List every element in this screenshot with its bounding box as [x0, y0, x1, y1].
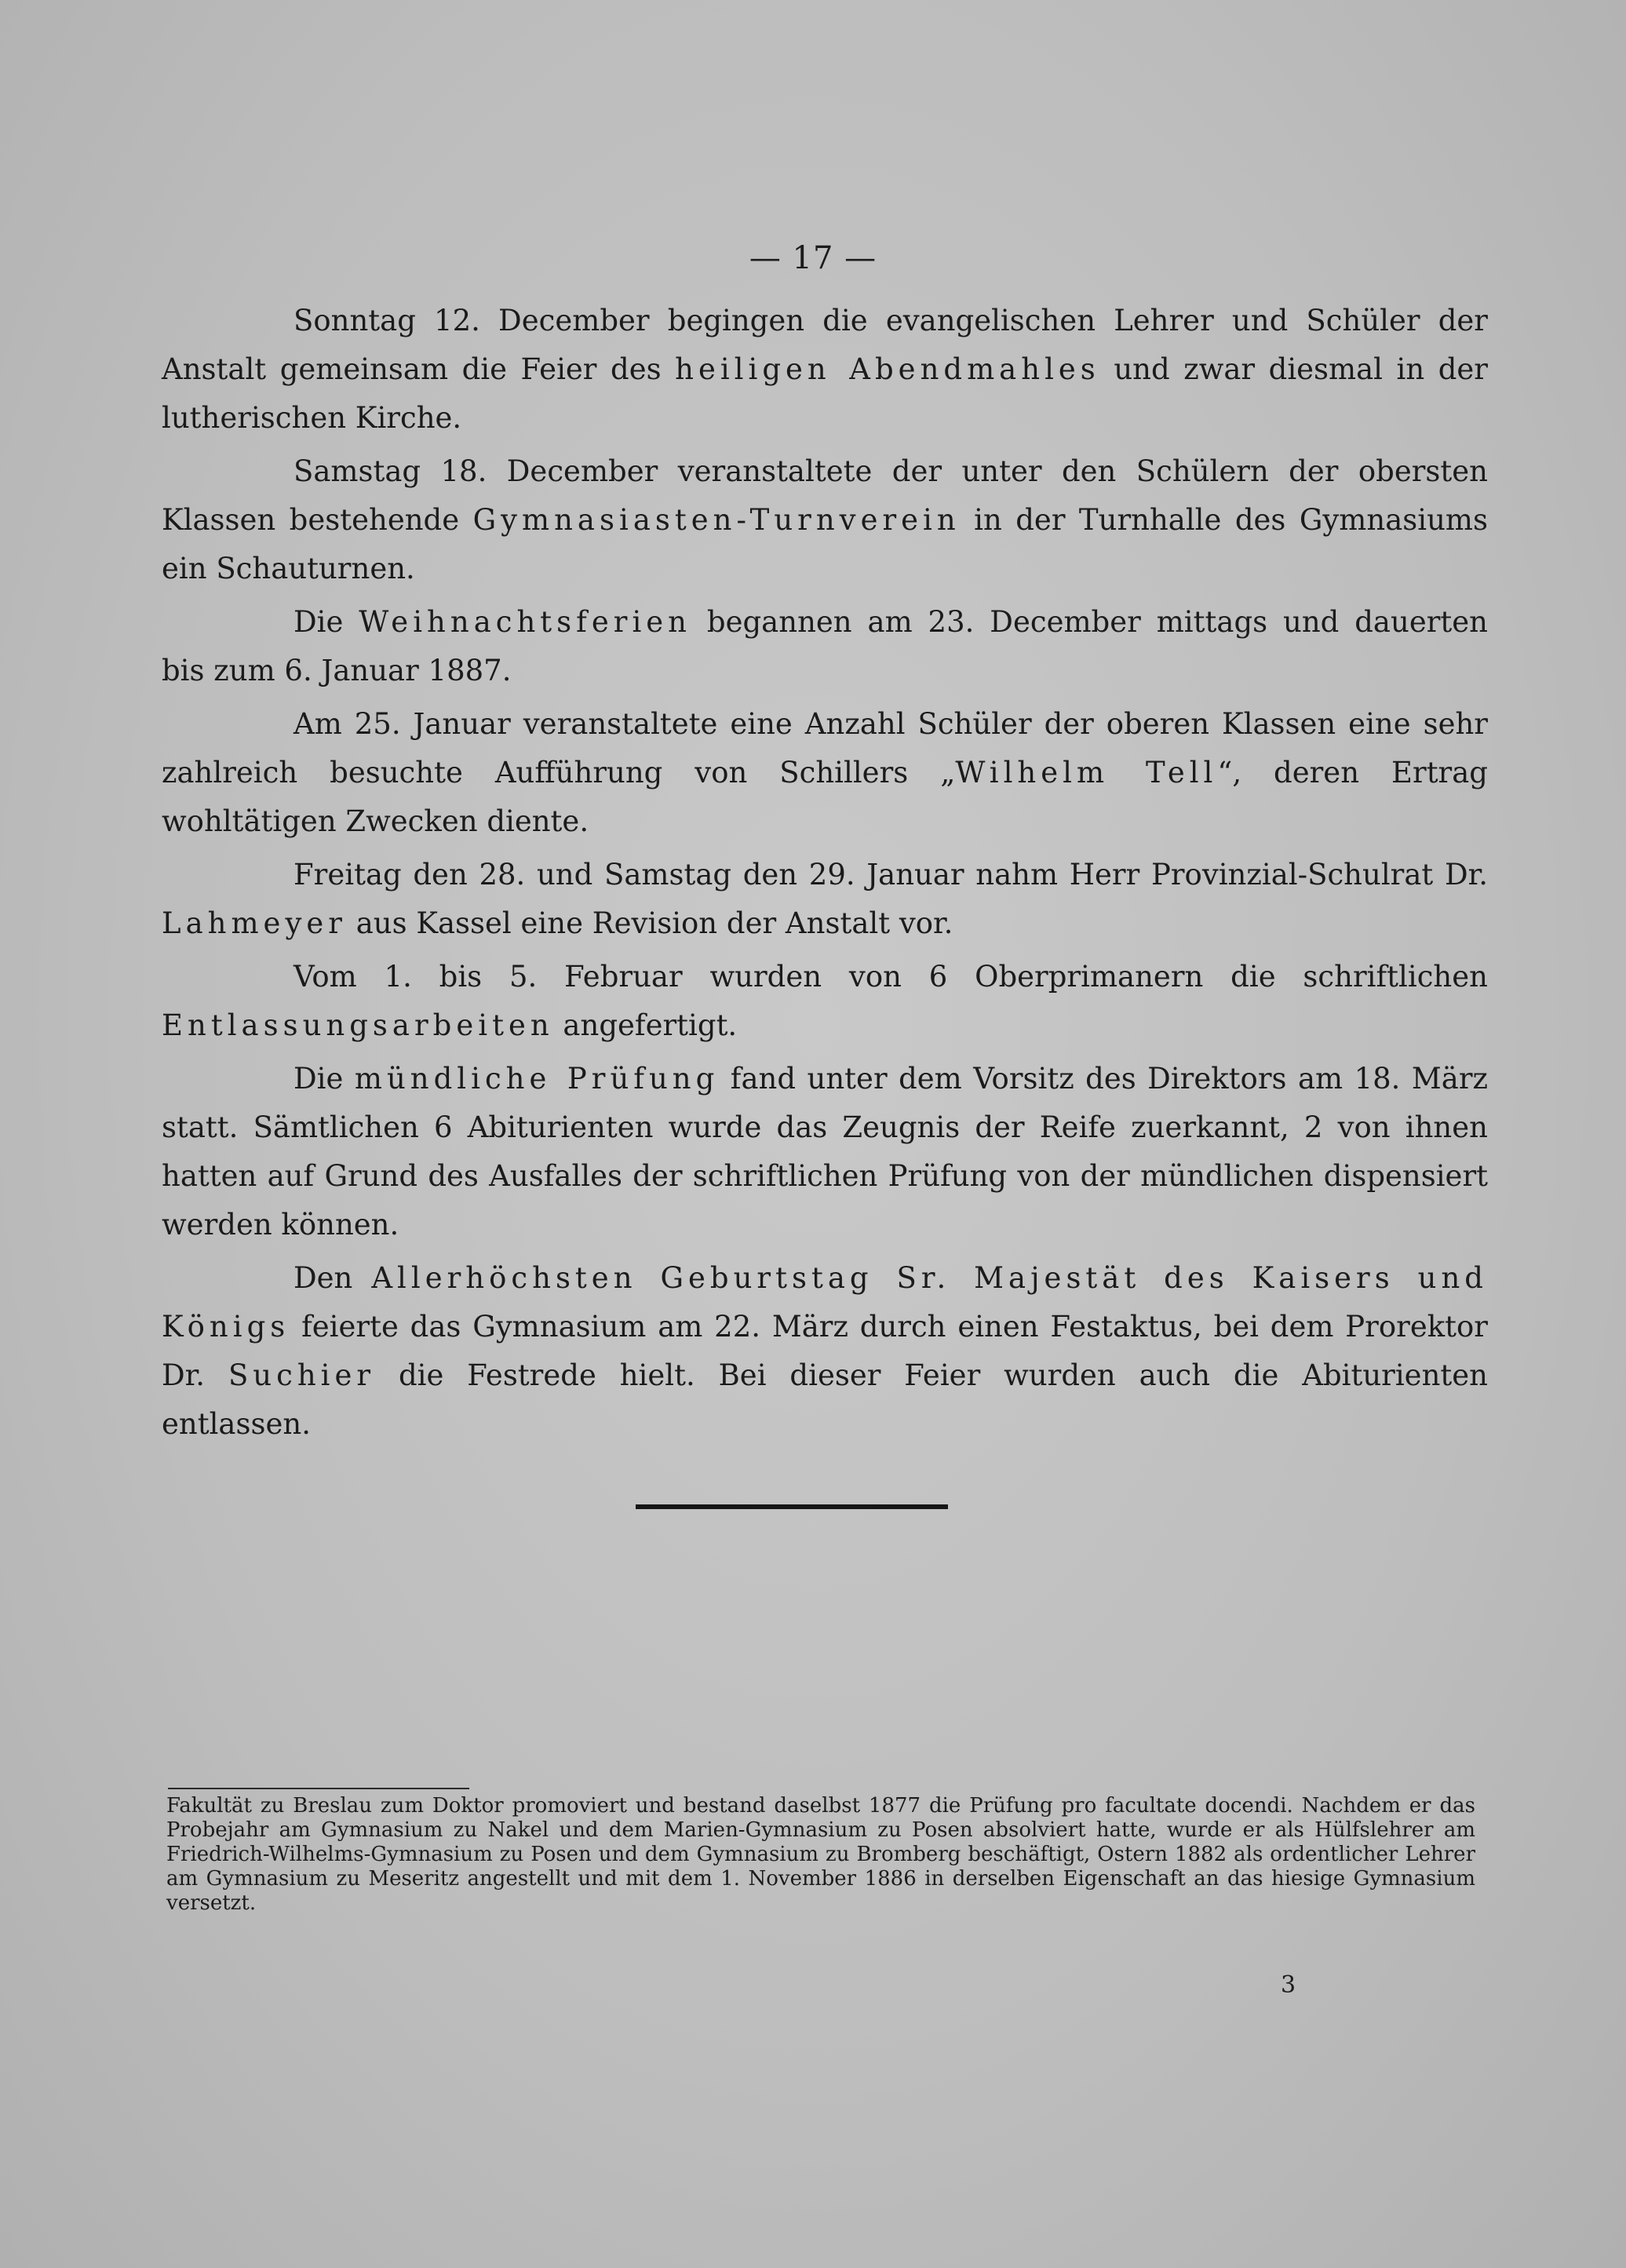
- paragraph-gym-club: Samstag 18. December veranstaltete der unter den Schülern der obersten Klassen bestehende Gymnasiasten-Turnverein in der Turnhalle des Gymnasiums ein Schauturnen.: [162, 454, 1488, 585]
- page-number: — 17 —: [749, 240, 877, 276]
- paragraph-revision: Freitag den 28. und Samstag den 29. Januar nahm Herr Provinzial-Schulrat Dr. Lahmeyer aus Kassel eine Revision der Anstalt vor.: [162, 858, 1488, 940]
- footnote: Fakultät zu Breslau zum Doktor promoviert und bestand daselbst 1877 die Prüfung pro facultate docendi. Nachdem er das Probejahr am Gymnasium zu Nakel und dem Marien-Gymnasium zu Posen absolviert hatte, wurde er als Hülfslehrer am Friedrich-Wilhelms-Gymnasium zu Posen und dem Gymnasium zu Bromberg beschäftigt, Ostern 1882 als ordentlicher Lehrer am Gymnasium zu Meseritz angestellt und mit dem 1. November 1886 in derselben Eigenschaft an das hiesige Gymnasium versetzt.: [166, 1794, 1475, 1915]
- emphasis-text: heiligen Abendmahles: [675, 352, 1100, 386]
- signature-mark: 3: [1281, 1971, 1296, 1999]
- paragraph-oral-exam: Die mündliche Prüfung fand unter dem Vorsitz des Direktors am 18. März statt. Sämtlichen 6 Abiturienten wurde das Zeugnis der Reife zuerkannt, 2 von ihnen hatten auf Grund des Ausfalles der schriftlichen Prüfung von der mündlichen dispensiert werden können.: [162, 1062, 1489, 1242]
- emphasis-text: mündliche Prüfung: [354, 1062, 720, 1096]
- paragraph-written-exams: Vom 1. bis 5. Februar wurden von 6 Oberprimanern die schriftlichen Entlassungsarbeiten angefertigt.: [162, 960, 1488, 1042]
- body-text: [162, 297, 1488, 1453]
- emphasis-text: Gymnasiasten-Turnverein: [472, 503, 961, 537]
- section-divider: [636, 1504, 948, 1509]
- emphasis-text: Lahmeyer: [162, 906, 347, 940]
- emphasis-text: Entlassungsarbeiten: [162, 1008, 554, 1042]
- paragraph-emperor-birthday: Den Allerhöchsten Geburtstag Sr. Majestät des Kaisers und Königs feierte das Gymnasium am 22. März durch einen Festaktus, bei dem Prorektor Dr. Suchier die Festrede hielt. Bei dieser Feier wurden auch die Abiturienten entlassen.: [162, 1261, 1489, 1441]
- footnote-divider: [168, 1788, 469, 1789]
- emphasis-text: Allerhöchsten Geburtstag Sr. Majestät des Kaisers und Königs: [162, 1261, 1488, 1344]
- emphasis-text: Weihnachtsferien: [359, 605, 692, 639]
- paragraph-wilhelm-tell: Am 25. Januar veranstaltete eine Anzahl Schüler der oberen Klassen eine sehr zahlreich besuchte Aufführung von Schillers „Wilhelm Tell“, deren Ertrag wohltätigen Zwecken diente.: [162, 707, 1488, 838]
- emphasis-text: Suchier: [228, 1358, 376, 1392]
- emphasis-text: Wilhelm Tell: [955, 756, 1218, 789]
- paragraph-christmas-holidays: Die Weihnachtsferien begannen am 23. December mittags und dauerten bis zum 6. Januar 1887.: [162, 605, 1489, 687]
- paragraph-communion: Sonntag 12. December begingen die evangelischen Lehrer und Schüler der Anstalt gemeinsam die Feier des heiligen Abendmahles und zwar diesmal in der lutherischen Kirche.: [162, 304, 1488, 435]
